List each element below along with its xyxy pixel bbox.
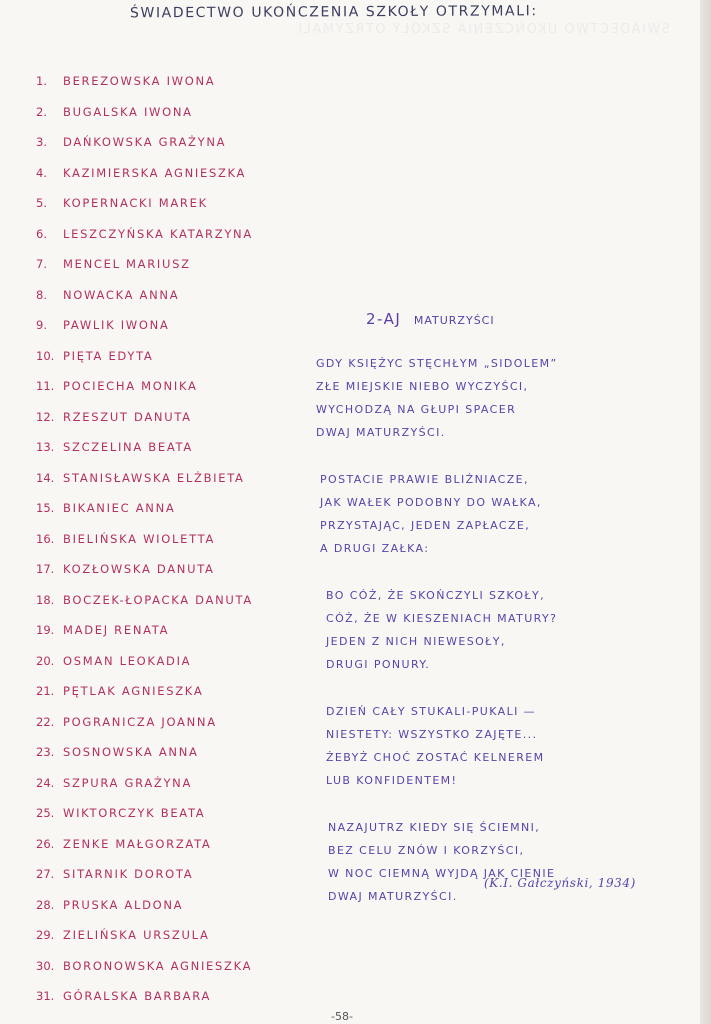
list-item xyxy=(36,463,286,494)
list-item-name: BOCZEK-ŁOPACKA DANUTA xyxy=(63,592,253,607)
list-item xyxy=(36,432,286,463)
poem-author: (K.I. Gałczyński, 1934) xyxy=(484,876,636,890)
list-item xyxy=(36,890,286,921)
list-item-name: SITARNIK DOROTA xyxy=(63,867,194,881)
poem-line: CÓŻ, ŻE W KIESZENIACH MATURY? xyxy=(326,612,558,625)
page-heading: ŚWIADECTWO UKOŃCZENIA SZKOŁY OTRZYMALI: xyxy=(129,3,538,22)
list-item-number: 27. xyxy=(36,867,55,881)
list-item-number: 28. xyxy=(36,897,55,912)
list-item xyxy=(36,554,286,585)
poem-title xyxy=(366,310,495,328)
list-item xyxy=(36,66,286,97)
list-item-name: SOSNOWSKA ANNA xyxy=(63,745,199,759)
bleed-through-heading: ŚWIADECTWO UKOŃCZENIA SZKOŁY OTRZYMALI xyxy=(296,22,670,37)
poem-line: A DRUGI ZAŁKA: xyxy=(320,542,430,555)
list-item xyxy=(36,798,286,829)
list-item xyxy=(36,158,286,189)
list-item-name: NOWACKA ANNA xyxy=(63,287,180,302)
list-item-name: KOZŁOWSKA DANUTA xyxy=(63,562,215,576)
poem-body xyxy=(316,352,616,912)
list-item-number: 19. xyxy=(36,623,55,637)
list-item xyxy=(36,371,286,402)
list-item-name: KOPERNACKI MAREK xyxy=(63,196,208,210)
list-item-number: 15. xyxy=(36,501,55,515)
list-item-number: 13. xyxy=(36,440,55,454)
list-item-name: ZIELIŃSKA URSZULA xyxy=(63,928,210,942)
list-item xyxy=(36,341,286,372)
poem-line: BO CÓŻ, ŻE SKOŃCZYLI SZKOŁY, xyxy=(326,589,546,602)
list-item-name: KAZIMIERSKA AGNIESZKA xyxy=(63,165,247,180)
poem-title-sub: MATURZYŚCI xyxy=(413,314,495,327)
poem-line: GDY KSIĘŻYC STĘCHŁYM „SIDOLEM” xyxy=(316,357,558,370)
list-item-name: LESZCZYŃSKA KATARZYNA xyxy=(63,226,253,241)
list-item-name: POGRANICZA JOANNA xyxy=(63,714,217,729)
poem-line: ZŁE MIEJSKIE NIEBO WYCZYŚCI, xyxy=(316,380,529,393)
list-item-number: 20. xyxy=(36,653,55,668)
list-item-number: 26. xyxy=(36,836,55,851)
list-item-name: STANISŁAWSKA ELŻBIETA xyxy=(63,470,245,485)
poem-stanza xyxy=(326,700,616,792)
list-item-name: MENCEL MARIUSZ xyxy=(63,257,191,271)
list-item xyxy=(36,524,286,555)
list-item-number: 25. xyxy=(36,806,55,820)
page-number: -58- xyxy=(331,1010,353,1023)
list-item xyxy=(36,310,286,341)
list-item-name: BEREZOWSKA IWONA xyxy=(63,74,216,88)
list-item xyxy=(36,280,286,311)
list-item xyxy=(36,737,286,768)
poem-title-main: 2-AJ xyxy=(366,310,402,328)
list-item-name: PIĘTA EDYTA xyxy=(63,348,154,363)
list-item xyxy=(36,920,286,951)
list-item-number: 4. xyxy=(36,165,47,180)
list-item-name: SZPURA GRAŻYNA xyxy=(63,775,193,790)
list-item-name: DAŃKOWSKA GRAŻYNA xyxy=(63,135,227,149)
list-item-number: 8. xyxy=(36,287,47,302)
poem-line: DWAJ MATURZYŚCI. xyxy=(316,426,446,439)
list-item-name: BIKANIEC ANNA xyxy=(63,501,176,515)
list-item xyxy=(36,493,286,524)
list-item-number: 17. xyxy=(36,562,55,576)
list-item-name: PAWLIK IWONA xyxy=(63,318,170,332)
poem-line: DWAJ MATURZYŚCI. xyxy=(328,890,458,903)
graduates-list xyxy=(36,66,286,1012)
list-item xyxy=(36,219,286,250)
poem-line: LUB KONFIDENTEM! xyxy=(326,774,458,787)
list-item-name: PRUSKA ALDONA xyxy=(63,897,184,912)
list-item xyxy=(36,951,286,982)
list-item-number: 23. xyxy=(36,745,55,759)
list-item-number: 22. xyxy=(36,714,55,729)
poem-line: POSTACIE PRAWIE BLIŹNIACZE, xyxy=(320,473,529,486)
poem-line: PRZYSTAJĄC, JEDEN ZAPŁACZE, xyxy=(320,519,531,532)
list-item xyxy=(36,249,286,280)
list-item-name: MADEJ RENATA xyxy=(63,623,170,637)
list-item-name: PĘTLAK AGNIESZKA xyxy=(63,684,204,698)
list-item-name: BORONOWSKA AGNIESZKA xyxy=(63,958,253,973)
list-item-name: OSMAN LEOKADIA xyxy=(63,653,192,668)
list-item-number: 6. xyxy=(36,226,47,241)
list-item-number: 10. xyxy=(36,348,55,363)
list-item-number: 29. xyxy=(36,928,55,942)
poem-line: DZIEŃ CAŁY STUKALI-PUKALI — xyxy=(326,705,537,718)
poem-stanza xyxy=(320,468,616,560)
poem-line: DRUGI PONURY. xyxy=(326,658,431,671)
list-item-name: RZESZUT DANUTA xyxy=(63,409,192,424)
poem-stanza xyxy=(326,584,616,676)
list-item-number: 18. xyxy=(36,592,55,607)
list-item-number: 14. xyxy=(36,470,55,485)
poem-line: JEDEN Z NICH NIEWESOŁY, xyxy=(326,635,506,648)
list-item-name: ZENKE MAŁGORZATA xyxy=(63,836,212,851)
poem-line: NAZAJUTRZ KIEDY SIĘ ŚCIEMNI, xyxy=(328,821,541,834)
list-item xyxy=(36,829,286,860)
list-item-number: 24. xyxy=(36,775,55,790)
poem-stanza xyxy=(316,352,616,444)
list-item-name: SZCZELINA BEATA xyxy=(63,440,193,454)
poem-stanza xyxy=(328,816,616,908)
list-item xyxy=(36,859,286,890)
list-item xyxy=(36,646,286,677)
poem-line: ŻEBYŻ CHOĆ ZOSTAĆ KELNEREM xyxy=(326,751,545,764)
list-item-number: 30. xyxy=(36,958,55,973)
list-item-number: 21. xyxy=(36,684,55,698)
poem-line: NIESTETY: WSZYSTKO ZAJĘTE... xyxy=(326,728,538,741)
list-item-number: 16. xyxy=(36,531,55,546)
list-item-number: 11. xyxy=(36,379,55,393)
list-item-number: 1. xyxy=(36,74,47,88)
list-item xyxy=(36,676,286,707)
list-item xyxy=(36,585,286,616)
list-item-number: 3. xyxy=(36,135,47,149)
list-item-number: 2. xyxy=(36,104,47,119)
list-item-number: 7. xyxy=(36,257,47,271)
list-item-number: 31. xyxy=(36,989,55,1003)
list-item-name: BUGALSKA IWONA xyxy=(63,104,193,119)
poem-line: JAK WAŁEK PODOBNY DO WAŁKA, xyxy=(320,496,542,509)
list-item xyxy=(36,127,286,158)
list-item xyxy=(36,768,286,799)
list-item-number: 5. xyxy=(36,196,47,210)
list-item xyxy=(36,981,286,1012)
list-item-name: WIKTORCZYK BEATA xyxy=(63,806,206,820)
list-item-number: 12. xyxy=(36,409,55,424)
poem-line: W NOC CIEMNĄ WYJDĄ JAK CIENIE xyxy=(328,867,556,880)
list-item xyxy=(36,97,286,128)
list-item xyxy=(36,402,286,433)
page-edge xyxy=(700,0,711,1024)
list-item-name: GÓRALSKA BARBARA xyxy=(63,989,212,1003)
list-item xyxy=(36,188,286,219)
poem-line: BEZ CELU ZNÓW I KORZYŚCI, xyxy=(328,844,525,857)
poem-line: WYCHODZĄ NA GŁUPI SPACER xyxy=(316,403,517,416)
list-item xyxy=(36,615,286,646)
list-item-name: BIELIŃSKA WIOLETTA xyxy=(63,531,216,546)
list-item xyxy=(36,707,286,738)
list-item-name: POCIECHA MONIKA xyxy=(63,379,198,393)
list-item-number: 9. xyxy=(36,318,47,332)
